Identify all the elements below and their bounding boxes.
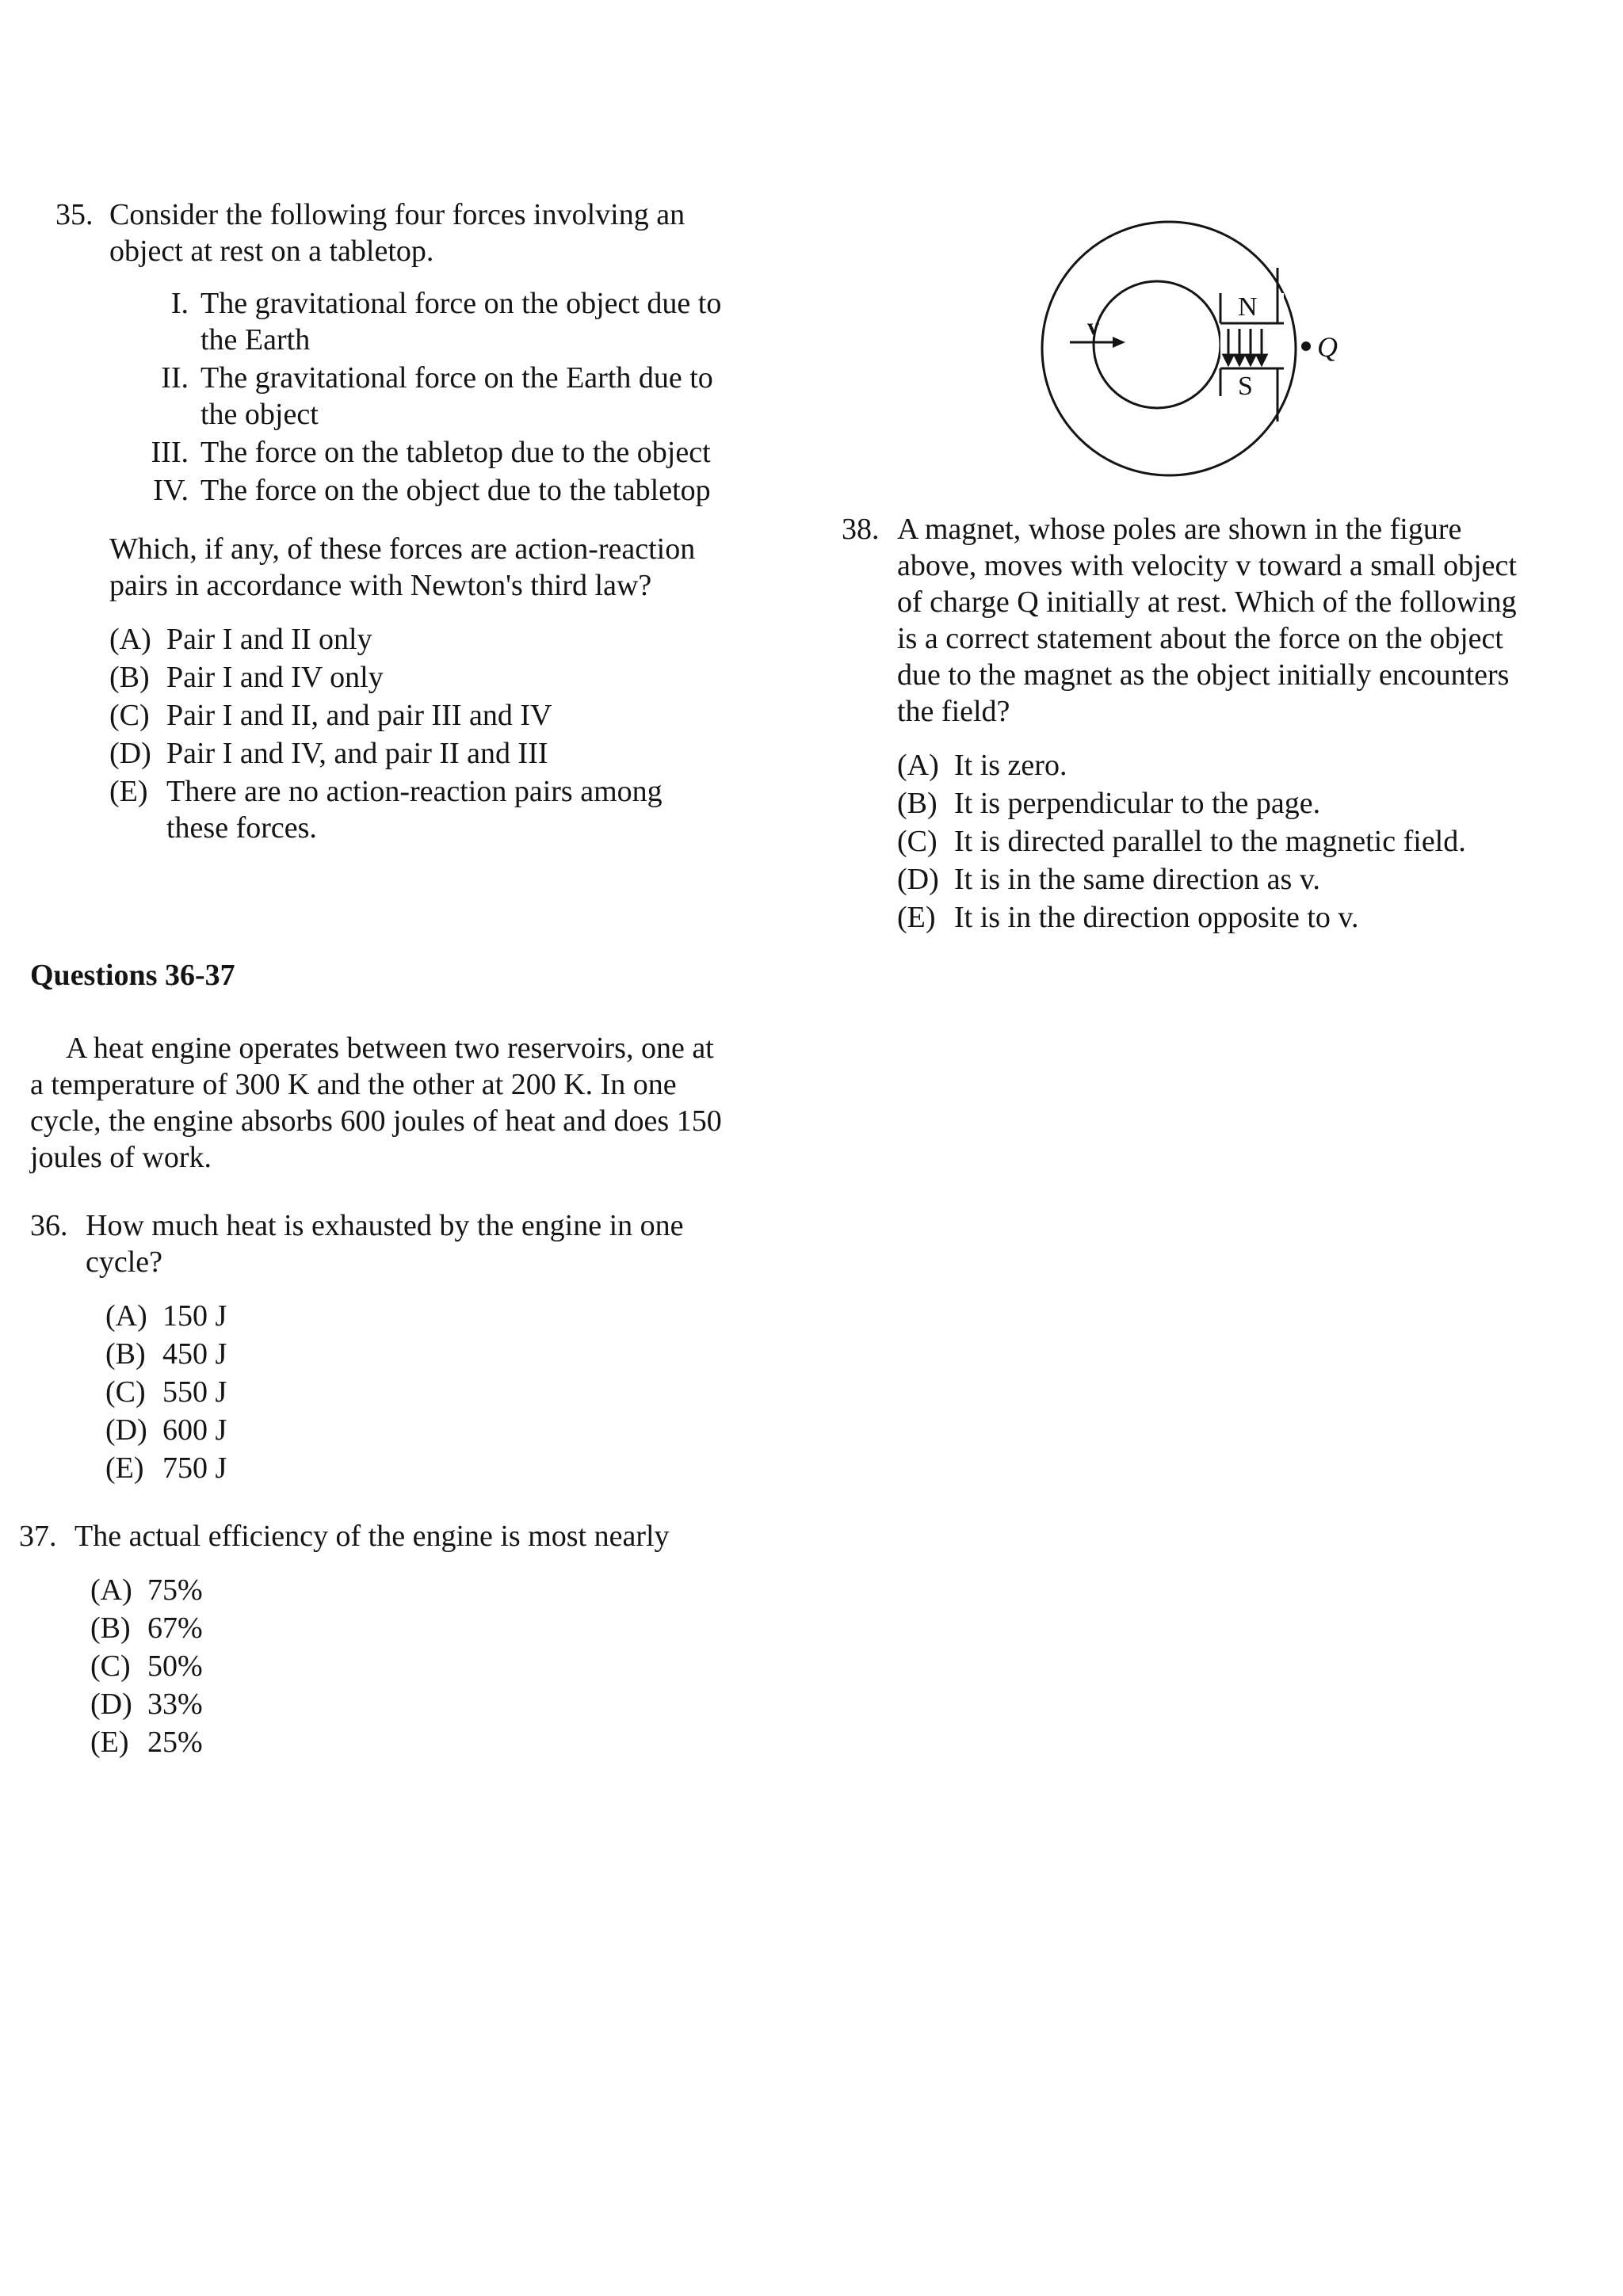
question-number: 36.: [30, 1209, 68, 1242]
answer-choice-a[interactable]: [105, 1298, 751, 1334]
question-38: [842, 511, 1555, 936]
choice-letter: (C): [105, 1375, 146, 1409]
choice-letter: (C): [897, 825, 938, 858]
choice-text: It is in the same direction as v.: [954, 863, 1320, 896]
item-text: The force on the tabletop due to the object: [200, 436, 711, 469]
choice-text: It is in the direction opposite to v.: [954, 901, 1359, 934]
answer-choice-a[interactable]: [90, 1572, 756, 1608]
choice-letter: (A): [90, 1573, 132, 1607]
item-text: The gravitational force on the Earth due to the object: [200, 361, 713, 431]
choice-letter: (D): [109, 737, 151, 770]
velocity-label: v: [1087, 314, 1099, 340]
choice-text: It is directed parallel to the magnetic field.: [954, 825, 1466, 858]
answer-choice-b[interactable]: [109, 659, 743, 696]
question-text: Consider the following four forces involving an object at rest on a tabletop.: [109, 198, 685, 268]
roman-numeral: IV.: [153, 474, 189, 507]
answer-choice-d[interactable]: [109, 735, 743, 772]
charge-dot: [1301, 341, 1311, 351]
question-36: [30, 1207, 751, 1486]
answer-choice-c[interactable]: [897, 823, 1555, 860]
answer-choice-e[interactable]: [109, 773, 721, 846]
list-item: [125, 285, 727, 358]
question-number: 37.: [19, 1520, 57, 1553]
choice-text: Pair I and II, and pair III and IV: [166, 699, 552, 732]
magnet-figure: [1030, 214, 1363, 483]
choice-text: It is perpendicular to the page.: [954, 787, 1321, 820]
choice-text: 33%: [147, 1688, 203, 1721]
choice-text: 25%: [147, 1726, 203, 1759]
choice-text: 50%: [147, 1650, 203, 1683]
choice-text: There are no action-reaction pairs among these forces.: [166, 775, 663, 845]
answer-choice-c[interactable]: [105, 1374, 751, 1410]
answer-choices: [90, 1572, 756, 1760]
charge-label: Q: [1317, 331, 1338, 363]
list-item: [125, 472, 727, 509]
north-pole-label: N: [1238, 292, 1258, 322]
answer-choice-d[interactable]: [90, 1686, 756, 1722]
choice-letter: (E): [897, 901, 936, 934]
choice-letter: (A): [105, 1299, 147, 1333]
question-text: The actual efficiency of the engine is most nearly: [74, 1520, 670, 1553]
roman-numeral: III.: [151, 436, 189, 469]
choice-letter: (D): [897, 863, 939, 896]
item-text: The gravitational force on the object due to the Earth: [200, 287, 722, 357]
choice-letter: (D): [105, 1413, 147, 1447]
answer-choices: [105, 1298, 751, 1486]
answer-choice-d[interactable]: [105, 1412, 751, 1448]
question-number: 38.: [842, 513, 880, 546]
choice-letter: (C): [90, 1650, 131, 1683]
choice-text: Pair I and II only: [166, 623, 372, 656]
choice-text: 150 J: [162, 1299, 227, 1333]
choice-letter: (D): [90, 1688, 132, 1721]
answer-choice-e[interactable]: [90, 1724, 756, 1760]
choice-text: Pair I and IV only: [166, 661, 384, 694]
question-stem: Which, if any, of these forces are action-reaction pairs in accordance with Newton's third law?: [109, 532, 696, 602]
left-column: [19, 196, 727, 1762]
choice-text: Pair I and IV, and pair II and III: [166, 737, 548, 770]
list-item: [125, 434, 727, 471]
item-text: The force on the object due to the tabletop: [200, 474, 711, 507]
answer-choice-a[interactable]: [109, 621, 743, 658]
choice-text: 750 J: [162, 1451, 227, 1485]
roman-numeral-list: [125, 285, 727, 509]
answer-choice-b[interactable]: [105, 1336, 751, 1372]
south-pole-label: S: [1238, 372, 1253, 401]
choice-letter: (A): [897, 749, 939, 782]
choice-letter: (E): [90, 1726, 129, 1759]
question-37: [19, 1518, 756, 1760]
answer-choice-e[interactable]: [897, 899, 1555, 936]
question-text: A magnet, whose poles are shown in the figure above, moves with velocity v toward a small object of charge Q initially at rest. Which of the following is a correct statement about the force on the object due to the magnet as the object initially encounters the field?: [897, 513, 1517, 728]
answer-choice-b[interactable]: [897, 785, 1555, 822]
question-set-heading: Questions 36-37: [30, 959, 235, 992]
choice-letter: (A): [109, 623, 151, 656]
choice-letter: (C): [109, 699, 150, 732]
answer-choice-c[interactable]: [109, 697, 743, 734]
choice-letter: (E): [109, 775, 148, 808]
choice-text: 67%: [147, 1611, 203, 1645]
right-column: [842, 511, 1555, 937]
question-number: 35.: [55, 198, 94, 231]
question-set-36-37: [30, 957, 727, 1176]
answer-choices: [109, 621, 743, 846]
answer-choice-d[interactable]: [897, 861, 1555, 898]
passage-text: A heat engine operates between two reservoirs, one at a temperature of 300 K and the other at 200 K. In one cycle, the engine absorbs 600 joules of heat and does 150 joules of work.: [30, 1032, 722, 1174]
choice-letter: (E): [105, 1451, 144, 1485]
choice-letter: (B): [105, 1337, 146, 1371]
question-text: How much heat is exhausted by the engine in one cycle?: [86, 1209, 684, 1279]
roman-numeral: I.: [170, 287, 189, 320]
choice-text: It is zero.: [954, 749, 1067, 782]
answer-choice-c[interactable]: [90, 1648, 756, 1684]
choice-letter: (B): [109, 661, 150, 694]
roman-numeral: II.: [161, 361, 189, 395]
choice-letter: (B): [90, 1611, 131, 1645]
choice-text: 450 J: [162, 1337, 227, 1371]
list-item: [125, 360, 727, 433]
velocity-arrowhead: [1113, 337, 1125, 348]
answer-choice-b[interactable]: [90, 1610, 756, 1646]
answer-choice-a[interactable]: [897, 747, 1555, 784]
choice-letter: (B): [897, 787, 938, 820]
answer-choice-e[interactable]: [105, 1450, 751, 1486]
question-35: [30, 196, 727, 846]
choice-text: 600 J: [162, 1413, 227, 1447]
choice-text: 75%: [147, 1573, 203, 1607]
choice-text: 550 J: [162, 1375, 227, 1409]
answer-choices: [897, 747, 1555, 936]
